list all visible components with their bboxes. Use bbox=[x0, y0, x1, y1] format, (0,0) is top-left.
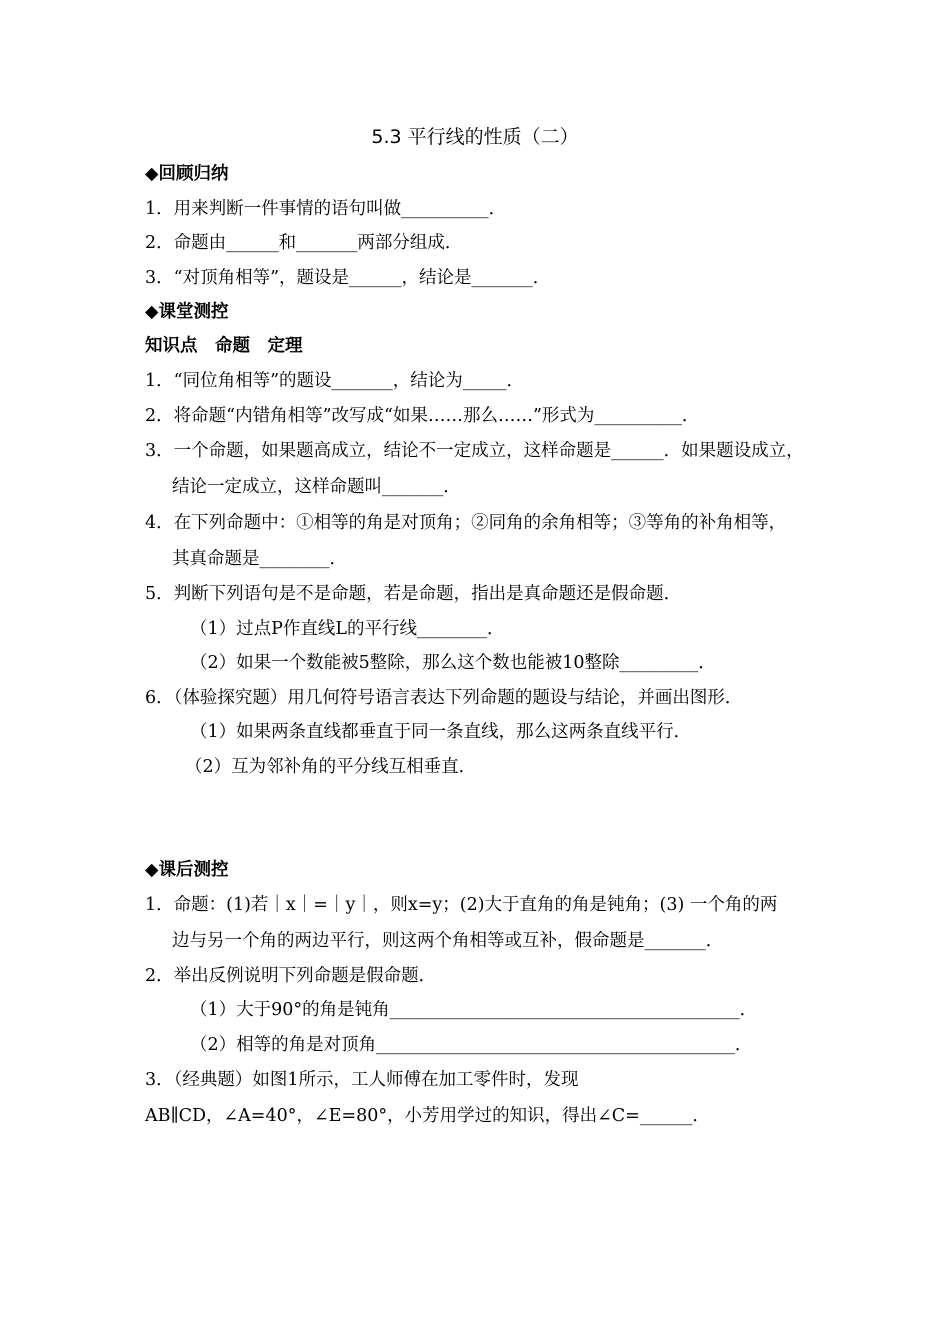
classroom-item-4a: 4．在下列命题中：①相等的角是对顶角；②同角的余角相等；③等角的补角相等， bbox=[145, 513, 787, 533]
after-class-item-2: 2．举出反例说明下列命题是假命题． bbox=[145, 966, 437, 986]
review-item-3: 3．“对顶角相等”，题设是______，结论是_______． bbox=[145, 268, 551, 288]
review-item-2: 2．命题由______和_______两部分组成． bbox=[145, 233, 463, 253]
classroom-item-6-1: （1）如果两条直线都垂直于同一条直线，那么这两条直线平行． bbox=[190, 722, 692, 742]
after-class-item-3b: AB∥CD，∠A=40°，∠E=80°，小芳用学过的知识，得出∠C=______． bbox=[145, 1106, 710, 1126]
review-heading: ◆回顾归纳 bbox=[145, 164, 229, 184]
after-class-item-3a: 3．（经典题）如图1所示，工人师傅在加工零件时，发现 bbox=[145, 1070, 579, 1090]
page-title: 5.3 平行线的性质（二） bbox=[371, 126, 579, 148]
classroom-item-2: 2．将命题“内错角相等”改写成“如果……那么……”形式为__________． bbox=[145, 406, 700, 426]
classroom-item-3b: 结论一定成立，这样命题叫_______． bbox=[172, 477, 461, 497]
classroom-item-3a: 3．一个命题，如果题高成立，结论不一定成立，这样命题是______．如果题设成立， bbox=[145, 441, 804, 461]
classroom-item-1: 1．“同位角相等”的题设_______，结论为_____． bbox=[145, 371, 525, 391]
after-class-item-1a: 1．命题：(1)若｜x｜=｜y｜，则x=y；(2)大于直角的角是钝角；(3) 一个角的两 bbox=[145, 895, 778, 915]
after-class-heading: ◆课后测控 bbox=[145, 860, 229, 880]
review-item-1: 1．用来判断一件事情的语句叫做__________． bbox=[145, 199, 507, 219]
classroom-item-6: 6．（体验探究题）用几何符号语言表达下列命题的题设与结论，并画出图形． bbox=[145, 688, 743, 708]
classroom-subheading: 知识点 命题 定理 bbox=[145, 336, 303, 356]
classroom-item-4b: 其真命题是________． bbox=[172, 549, 347, 569]
classroom-item-5-2: （2）如果一个数能被5整除，那么这个数也能被10整除_________． bbox=[190, 653, 716, 673]
classroom-item-6-2: （2）互为邻补角的平分线互相垂直． bbox=[185, 757, 477, 777]
classroom-heading: ◆课堂测控 bbox=[145, 302, 229, 322]
after-class-item-1b: 边与另一个角的两边平行，则这两个角相等或互补，假命题是_______． bbox=[172, 931, 724, 951]
after-class-item-2-2: （2）相等的角是对顶角_________________________________________． bbox=[190, 1035, 753, 1055]
classroom-item-5-1: （1）过点P作直线L的平行线________． bbox=[190, 619, 505, 639]
after-class-item-2-1: （1）大于90°的角是钝角________________________________________． bbox=[190, 1000, 758, 1020]
classroom-item-5: 5．判断下列语句是不是命题，若是命题，指出是真命题还是假命题． bbox=[145, 584, 682, 604]
